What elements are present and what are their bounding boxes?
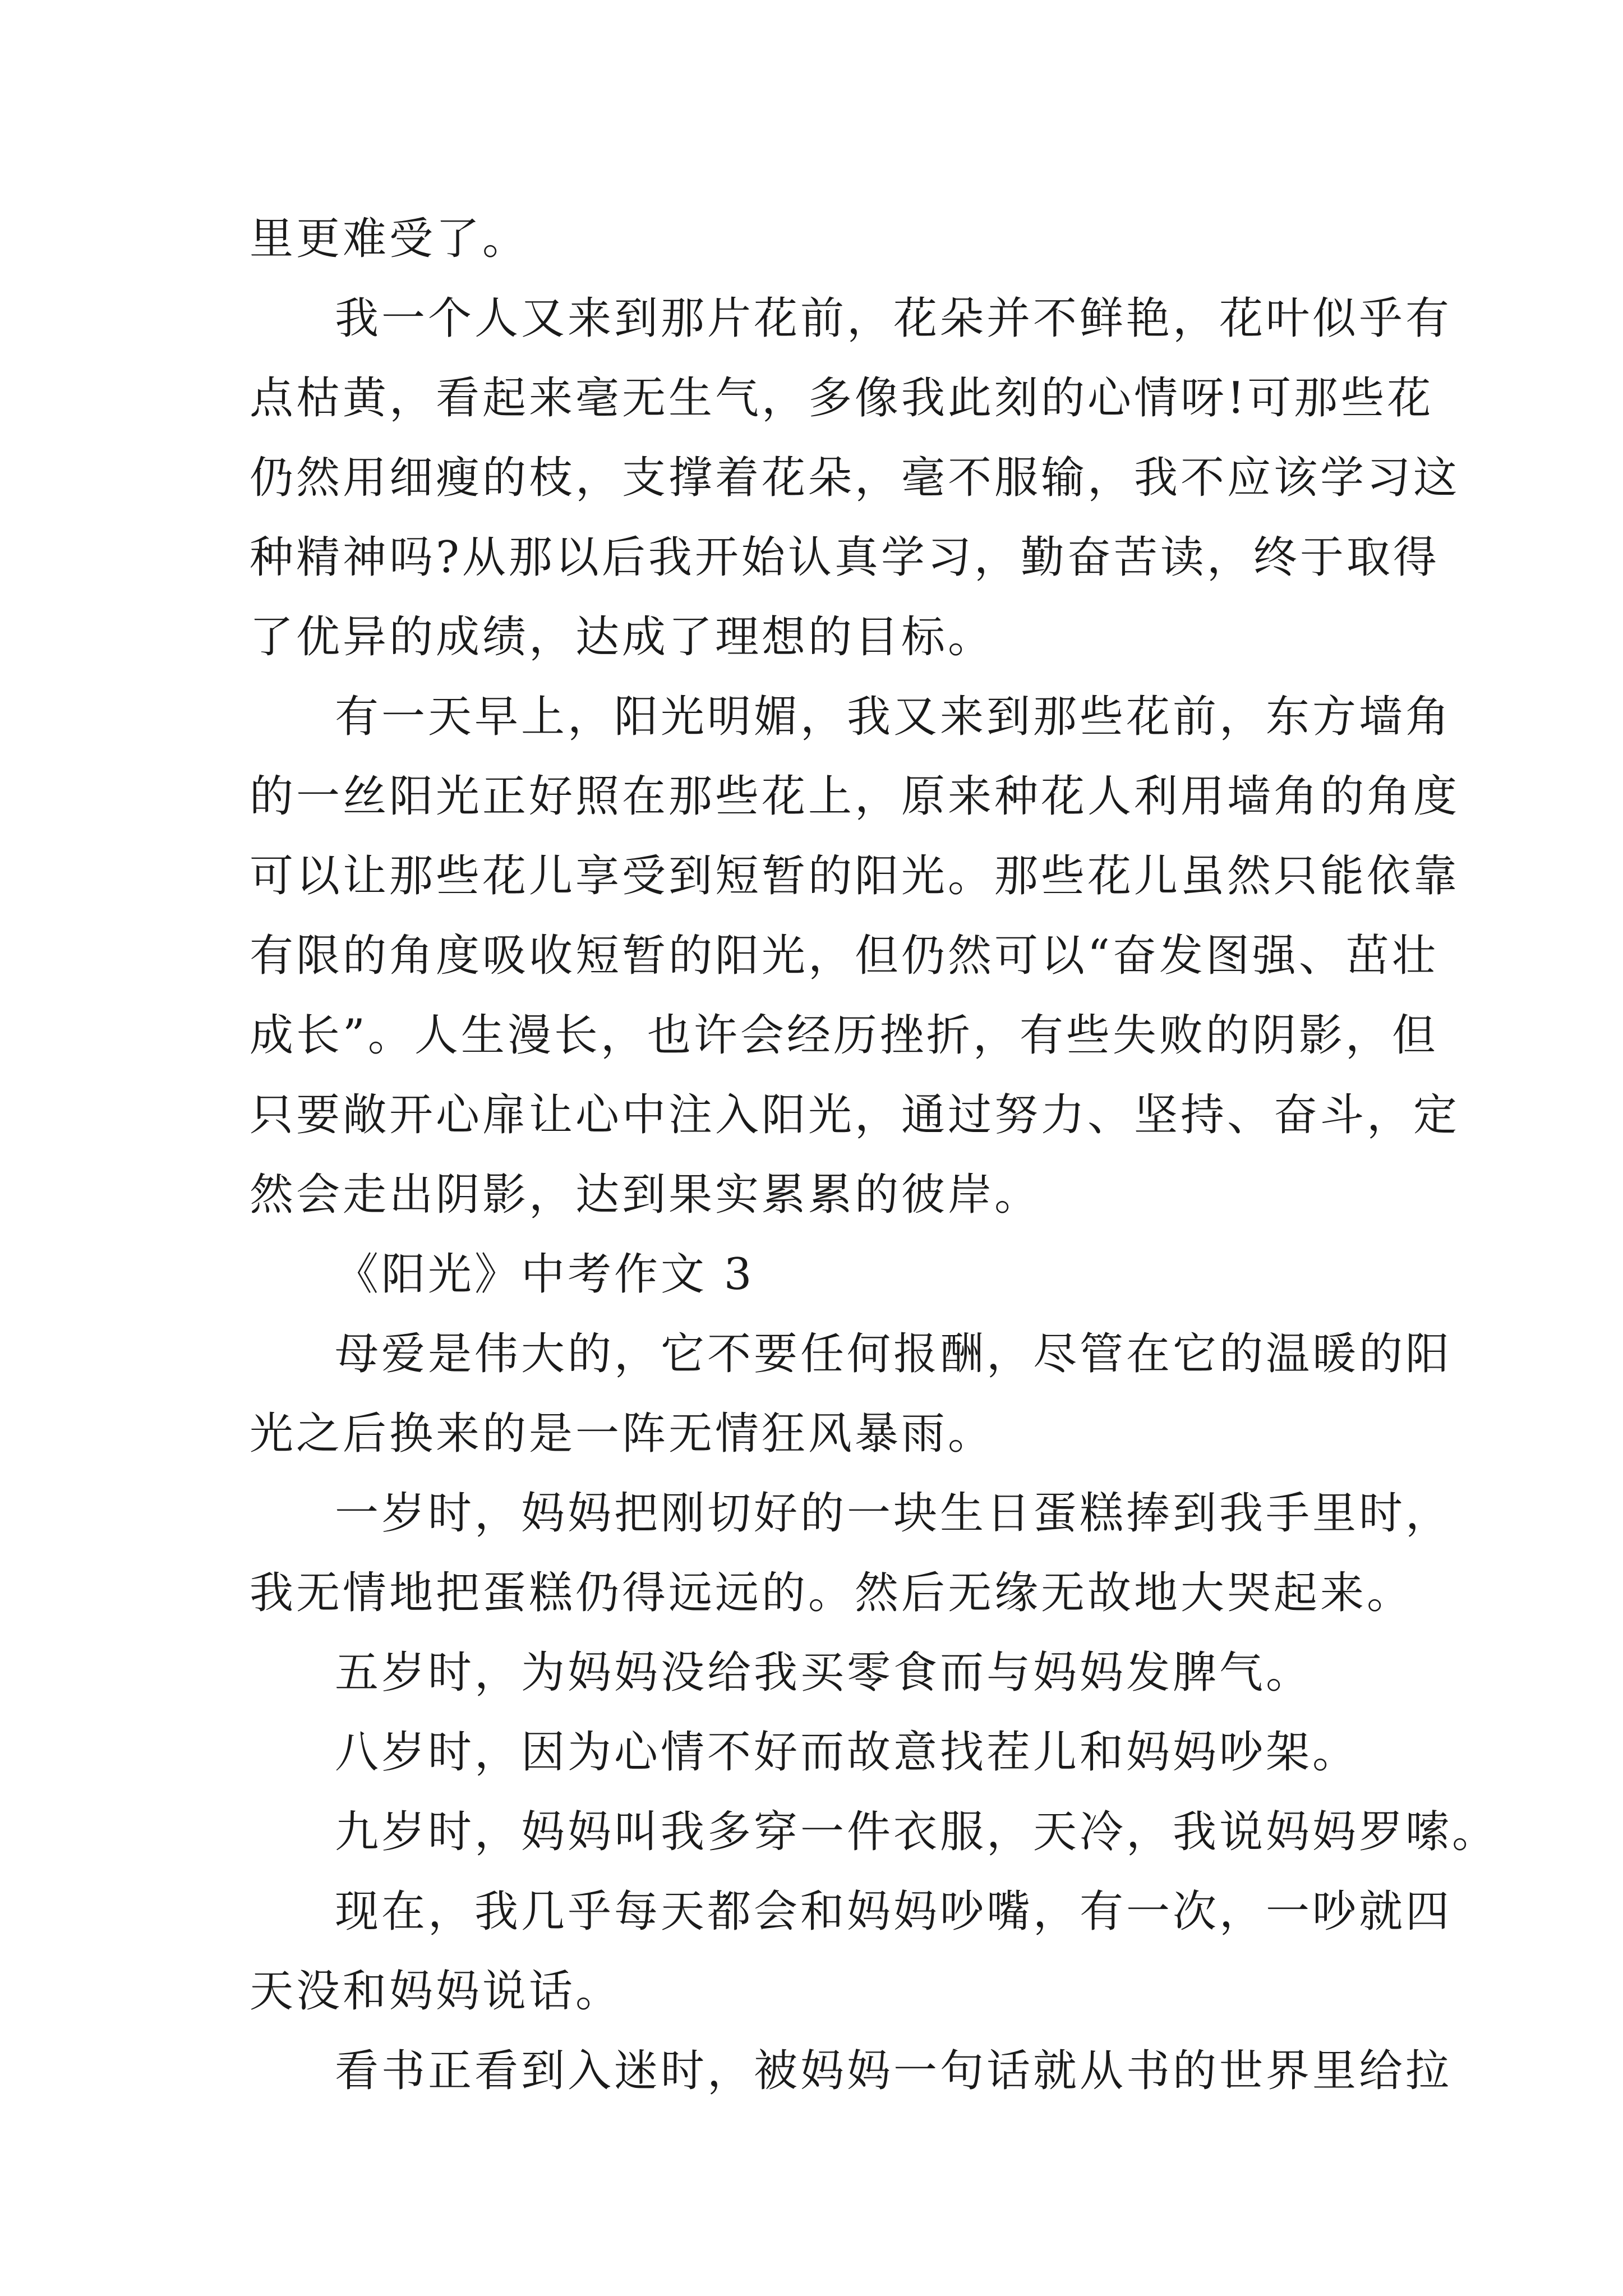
text-line: 光之后换来的是一阵无情狂风暴雨。 [250,1409,995,1459]
text-line: 仍然用细瘦的枝，支撑着花朵，毫不服输，我不应该学习这 [250,453,1460,503]
paragraph-start-line: 现在，我几乎每天都会和妈妈吵嘴，有一次，一吵就四 [335,1887,1453,1937]
text-line: 的一丝阳光正好照在那些花上，原来种花人利用墙角的角度 [250,771,1460,822]
paragraph-start-line: 看书正看到入迷时，被妈妈一句话就从书的世界里给拉 [335,2046,1453,2096]
text-line: 成长”。人生漫长，也许会经历挫折，有些失败的阴影，但 [250,1010,1438,1061]
text-line: 有限的角度吸收短暂的阳光，但仍然可以“奋发图强、茁壮 [250,931,1438,981]
text-line: 我无情地把蛋糕仍得远远的。然后无缘无故地大哭起来。 [250,1568,1414,1618]
paragraph-start-line: 母爱是伟大的，它不要任何报酬，尽管在它的温暖的阳 [335,1329,1453,1379]
paragraph-start-line: 有一天早上，阳光明媚，我又来到那些花前，东方墙角 [335,692,1453,742]
text-line: 了优异的成绩，达成了理想的目标。 [250,612,995,662]
text-line: 可以让那些花儿享受到短暂的阳光。那些花儿虽然只能依靠 [250,851,1460,901]
paragraph-start-line: 一岁时，妈妈把刚切好的一块生日蛋糕捧到我手里时， [335,1488,1453,1539]
section-title: 《阳光》中考作文 3 [335,1249,755,1300]
text-line: 天没和妈妈说话。 [250,1966,623,2017]
text-line: 只要敞开心扉让心中注入阳光，通过努力、坚持、奋斗，定 [250,1090,1460,1140]
text-line: 种精神吗?从那以后我开始认真学习，勤奋苦读，终于取得 [250,532,1440,583]
text-line: 点枯黄，看起来毫无生气，多像我此刻的心情呀!可那些花 [250,373,1434,424]
paragraph-start-line: 八岁时，因为心情不好而故意找茬儿和妈妈吵架。 [335,1727,1359,1778]
essay-body [250,199,1499,2111]
paragraph-start-line: 五岁时，为妈妈没给我买零食而与妈妈发脾气。 [335,1648,1313,1698]
paragraph-start-line: 我一个人又来到那片花前，花朵并不鲜艳，花叶似乎有 [335,293,1453,344]
text-line: 里更难受了。 [250,214,529,264]
text-line: 然会走出阴影，达到果实累累的彼岸。 [250,1170,1041,1220]
paragraph-start-line: 九岁时，妈妈叫我多穿一件衣服，天冷，我说妈妈罗嗦。 [335,1807,1499,1857]
